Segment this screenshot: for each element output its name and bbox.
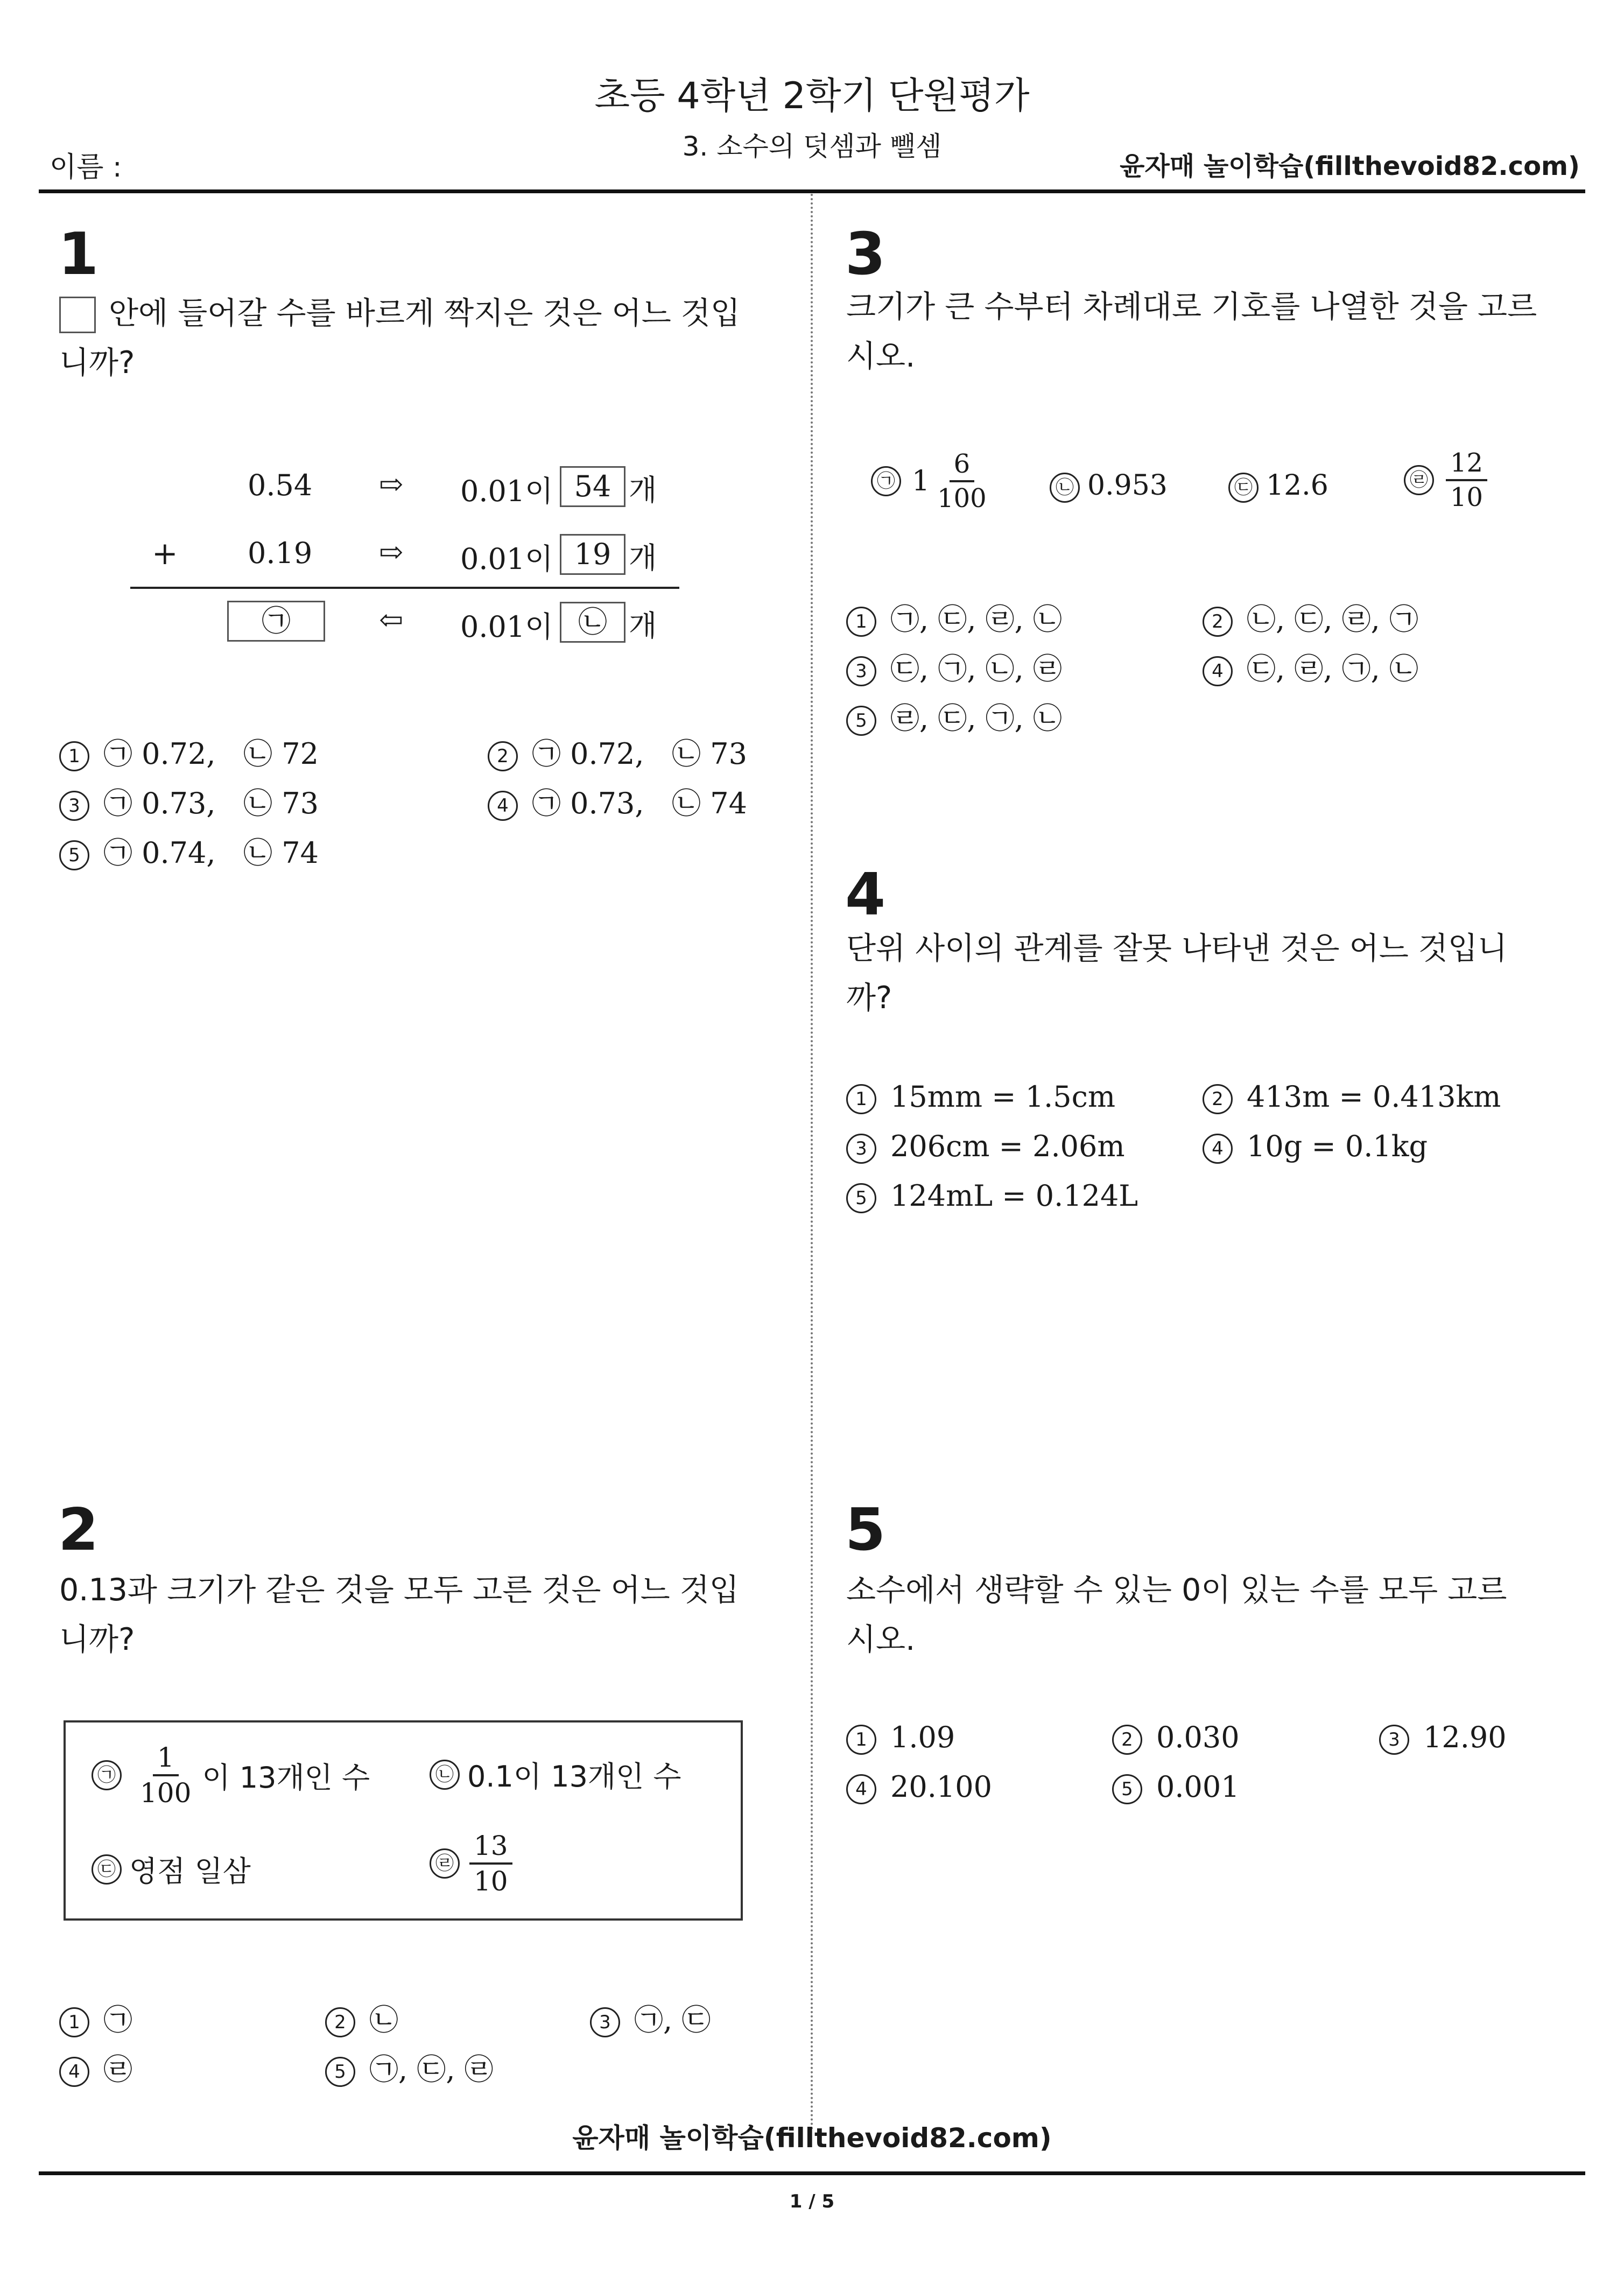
page-title: 초등 4학년 2학기 단원평가 (594, 75, 1030, 117)
q4-option-4[interactable]: 4 10g = 0.1kg (1203, 1129, 1428, 1164)
calc-box-19: 19 (560, 534, 625, 575)
q2-option-1[interactable]: 1 ㉠ (59, 1997, 132, 2038)
question-2-line2: 니까? (59, 1622, 135, 1657)
q4-option-5[interactable]: 5 124mL = 0.124L (846, 1179, 1138, 1213)
calc-addend-1: 0.54 (248, 468, 313, 502)
calc-arrow-right-2: ⇨ (379, 535, 404, 569)
q2-fraction-a: $\frac{1}{100}$ (140, 1742, 192, 1809)
q2-choice-a: ㉠ $\frac{1}{100}$ 이 13개인 수 (92, 1744, 370, 1806)
question-5-line2: 시오. (846, 1622, 916, 1657)
calc-box-54: 54 (560, 466, 625, 507)
q3-option-4[interactable]: 4 ㉢, ㉣, ㉠, ㉡ (1203, 646, 1418, 687)
q5-option-1[interactable]: 1 1.09 (846, 1720, 955, 1755)
q3-item-c: ㉢ 12.6 (1228, 469, 1328, 503)
calc-count-blank: ㉡ (560, 602, 625, 643)
header-brand: 윤자매 놀이학습(fillthevoid82.com) (1120, 151, 1580, 181)
q5-option-5[interactable]: 5 0.001 (1112, 1770, 1240, 1804)
calc-suffix-2: 개 (629, 541, 657, 575)
question-4-number: 4 (845, 861, 886, 929)
question-4-text (846, 924, 1541, 1023)
calc-suffix-1: 개 (629, 473, 657, 507)
calc-addend-2: 0.19 (248, 536, 313, 570)
calc-suffix-3: 개 (629, 609, 657, 643)
question-4-line2: 까? (846, 980, 892, 1016)
name-label: 이름 : (50, 151, 122, 184)
question-5-text (846, 1565, 1541, 1664)
question-5-number: 5 (845, 1496, 886, 1564)
q5-option-2[interactable]: 2 0.030 (1112, 1720, 1240, 1755)
question-3-number: 3 (845, 221, 886, 288)
q2-choice-d: ㉣ $\frac{13}{10}$ (430, 1832, 512, 1895)
question-2-text (59, 1565, 754, 1664)
question-3-line2: 시오. (846, 339, 916, 374)
question-2-line1: 0.13과 크기가 같은 것을 모두 고른 것은 어느 것입 (59, 1572, 739, 1608)
question-3-line1: 크기가 큰 수부터 차례대로 기호를 나열한 것을 고르 (846, 289, 1537, 325)
q2-option-2[interactable]: 2 ㉡ (325, 1997, 398, 2038)
question-1-text (59, 289, 754, 388)
q3-option-5[interactable]: 5 ㉣, ㉢, ㉠, ㉡ (846, 695, 1062, 737)
q2-choice-b: ㉡ 0.1이 13개인 수 (430, 1754, 681, 1795)
calc-unit-3: 0.01이 (460, 610, 553, 644)
q1-option-5[interactable]: 5 ㉠ 0.74, ㉡ 74 (59, 830, 319, 871)
question-2-number: 2 (58, 1496, 99, 1564)
q5-option-3[interactable]: 3 12.90 (1379, 1720, 1507, 1755)
q2-fraction-d: $\frac{13}{10}$ (469, 1832, 512, 1895)
column-divider (811, 194, 813, 2132)
header-divider (39, 189, 1585, 193)
q2-option-3[interactable]: 3 ㉠, ㉢ (590, 1997, 711, 2038)
q4-option-2[interactable]: 2 413m = 0.413km (1203, 1080, 1501, 1114)
q1-option-4[interactable]: 4 ㉠ 0.73, ㉡ 74 (488, 781, 747, 822)
q3-item-a: ㉠ 1 $\frac{6}{100}$ (871, 451, 991, 511)
calc-arrow-right-1: ⇨ (379, 467, 404, 501)
footer-brand: 윤자매 놀이학습(fillthevoid82.com) (572, 2122, 1052, 2154)
blank-box-icon (59, 297, 96, 333)
question-4-line1: 단위 사이의 관계를 잘못 나타낸 것은 어느 것입니 (846, 931, 1508, 966)
q2-choice-c: ㉢ 영점 일삼 (92, 1848, 251, 1890)
q2-option-5[interactable]: 5 ㉠, ㉢, ㉣ (325, 2047, 494, 2088)
question-3-text (846, 282, 1541, 381)
question-5-line1: 소수에서 생략할 수 있는 0이 있는 수를 모두 고르 (846, 1572, 1507, 1608)
question-1-number: 1 (58, 221, 99, 288)
q3-option-1[interactable]: 1 ㉠, ㉢, ㉣, ㉡ (846, 596, 1062, 638)
question-1-line1: 안에 들어갈 수를 바르게 짝지은 것은 어느 것입 (109, 296, 741, 331)
q1-option-1[interactable]: 1 ㉠ 0.72, ㉡ 72 (59, 731, 319, 772)
q1-option-3[interactable]: 3 ㉠ 0.73, ㉡ 73 (59, 781, 319, 822)
calc-unit-2: 0.01이 (460, 542, 553, 576)
q1-option-2[interactable]: 2 ㉠ 0.72, ㉡ 73 (488, 731, 747, 772)
calc-sum-line (130, 587, 679, 589)
q3-item-d: ㉣ $\frac{12}{10}$ (1404, 450, 1487, 510)
page-number: 1 / 5 (789, 2191, 835, 2212)
calc-result-blank: ㉠ (227, 601, 325, 642)
calc-plus-sign: + (152, 535, 178, 572)
q4-option-3[interactable]: 3 206cm = 2.06m (846, 1129, 1125, 1164)
page-subtitle: 3. 소수의 덧셈과 뺄셈 (682, 131, 942, 162)
calc-arrow-left: ⇦ (379, 603, 404, 637)
q3-option-3[interactable]: 3 ㉢, ㉠, ㉡, ㉣ (846, 646, 1062, 687)
footer-divider (39, 2171, 1585, 2175)
q4-option-1[interactable]: 1 15mm = 1.5cm (846, 1080, 1115, 1114)
q2-option-4[interactable]: 4 ㉣ (59, 2047, 132, 2088)
q3-item-b: ㉡ 0.953 (1050, 469, 1168, 503)
question-1-line2: 니까? (59, 345, 135, 381)
q5-option-4[interactable]: 4 20.100 (846, 1770, 992, 1804)
q3-fraction-d: $\frac{12}{10}$ (1446, 450, 1487, 510)
q3-fraction-a: $\frac{6}{100}$ (937, 449, 987, 514)
q3-option-2[interactable]: 2 ㉡, ㉢, ㉣, ㉠ (1203, 596, 1418, 638)
calc-unit-1: 0.01이 (460, 474, 553, 508)
